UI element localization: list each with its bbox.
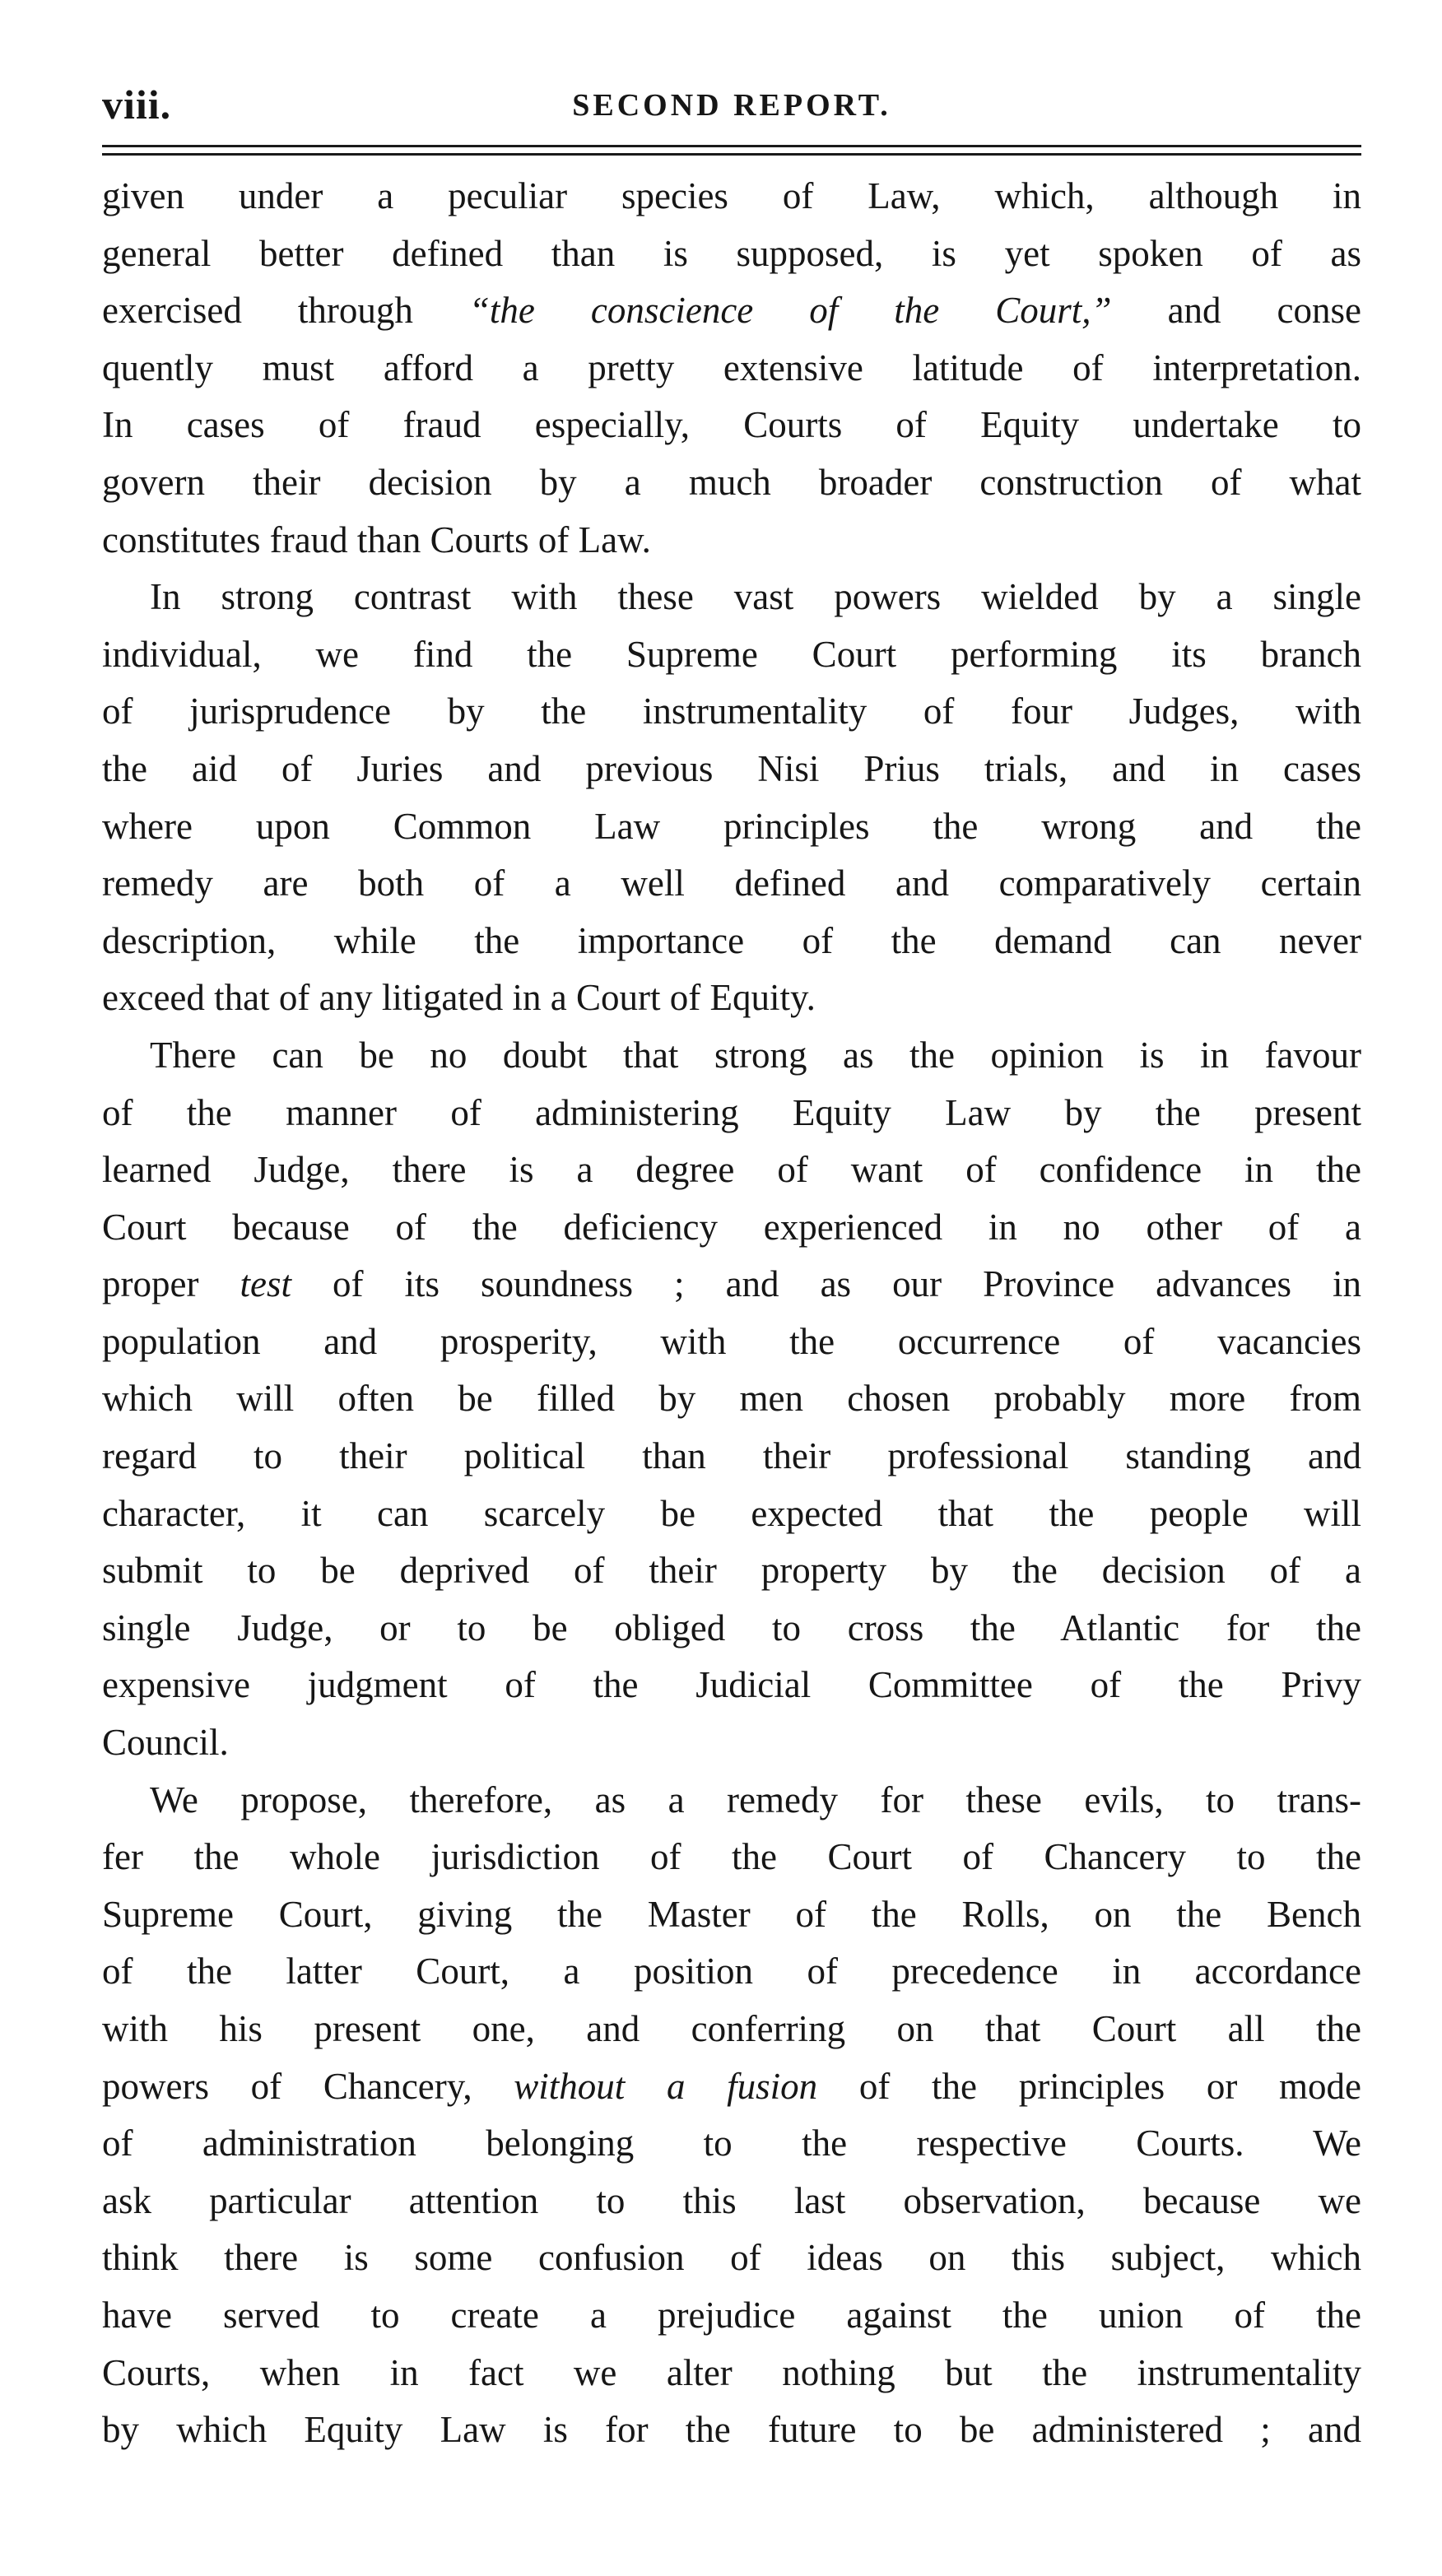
paragraph [102,569,1361,1027]
page-number: viii. [102,81,172,128]
text-run: proper [102,1263,240,1305]
header-rule-top [102,145,1361,147]
text-run: of the latter Court, a position of precedence in accordance [102,1951,1361,1992]
text-line [102,1600,1361,1658]
text-line [102,1428,1361,1486]
paragraph [102,168,1361,569]
text-line [102,969,1361,1027]
text-run: Council. [102,1722,229,1764]
italic-text: without a fusion [514,2065,818,2107]
text-line [102,1027,1361,1085]
text-run: constitutes fraud than Courts of Law. [102,518,651,560]
text-line [102,1542,1361,1600]
text-run: exercised through [102,290,469,332]
text-run: given under a peculiar species of Law, which, although in [102,175,1361,216]
text-line [102,913,1361,970]
text-run: powers of Chancery, [102,2065,514,2107]
text-run: remedy are both of a well defined and comparatively certain [102,863,1361,904]
text-line [102,2058,1361,2116]
text-run: Courts, when in fact we alter nothing but the instrumentality [102,2351,1361,2393]
text-run: and conse [1111,290,1361,332]
text-run: of the principles or mode [817,2065,1361,2107]
text-run: which will often be filled by men chosen probably more from [102,1378,1361,1420]
text-line [102,1943,1361,2001]
text-line [102,1370,1361,1428]
text-line [102,569,1361,626]
text-run: submit to be deprived of their property by the decision of a [102,1550,1361,1592]
text-line [102,855,1361,913]
text-run: the aid of Juries and previous Nisi Prius trials, and in cases [102,747,1361,789]
text-run: general better defined than is supposed, is yet spoken of as [102,232,1361,274]
text-line [102,683,1361,741]
text-line [102,1829,1361,1886]
text-line [102,454,1361,512]
text-line [102,1142,1361,1199]
text-run: In strong contrast with these vast powers wielded by a single [150,576,1361,618]
text-line [102,741,1361,798]
header-rule-bottom [102,153,1361,156]
text-line [102,2402,1361,2459]
text-run: individual, we find the Supreme Court performing its branch [102,633,1361,675]
text-run: have served to create a prejudice against the union of the [102,2294,1361,2336]
text-run: fer the whole jurisdiction of the Court of Chancery to the [102,1836,1361,1878]
italic-text: test [240,1263,291,1305]
text-run: single Judge, or to be obliged to cross the Atlantic for the [102,1607,1361,1648]
italic-text: “the conscience of the Court,” [468,290,1112,332]
text-line [102,1314,1361,1371]
text-run: character, it can scarcely be expected that the people will [102,1492,1361,1534]
text-line [102,226,1361,283]
text-line [102,512,1361,570]
text-run: quently must afford a pretty extensive latitude of interpretation. [102,346,1361,388]
text-line [102,282,1361,340]
text-line [102,1657,1361,1714]
body-text [102,168,1361,2459]
text-line [102,2173,1361,2230]
text-run: There can be no doubt that strong as the opinion is in favour [150,1034,1361,1076]
text-line [102,2345,1361,2402]
text-line [102,1256,1361,1314]
text-run: population and prosperity, with the occurrence of vacancies [102,1320,1361,1362]
paragraph [102,1772,1361,2459]
text-run: regard to their political than their professional standing and [102,1435,1361,1477]
text-run: of jurisprudence by the instrumentality of four Judges, with [102,690,1361,732]
text-line [102,340,1361,398]
running-title: SECOND REPORT. [572,88,891,123]
text-run: ask particular attention to this last observation, because we [102,2179,1361,2221]
text-line [102,2115,1361,2173]
text-run: of administration belonging to the respective Courts. We [102,2123,1361,2164]
text-line [102,626,1361,684]
text-run: exceed that of any litigated in a Court of Equity. [102,977,816,1019]
text-line [102,2287,1361,2345]
text-line [102,1199,1361,1257]
text-run: think there is some confusion of ideas on this subject, which [102,2237,1361,2279]
running-head [102,81,1361,130]
text-line [102,397,1361,454]
text-run: Court because of the deficiency experienced in no other of a [102,1206,1361,1248]
text-run: of its soundness ; and as our Province advances in [291,1263,1361,1305]
text-line [102,798,1361,856]
text-line [102,1486,1361,1543]
text-run: with his present one, and conferring on that Court all the [102,2008,1361,2049]
text-line [102,2230,1361,2287]
paragraph [102,1027,1361,1772]
text-line [102,1772,1361,1830]
text-run: Supreme Court, giving the Master of the Rolls, on the Bench [102,1893,1361,1935]
text-line [102,1085,1361,1142]
text-run: where upon Common Law principles the wrong and the [102,805,1361,847]
text-line [102,1714,1361,1772]
text-run: expensive judgment of the Judicial Committee of the Privy [102,1664,1361,1706]
text-run: of the manner of administering Equity Law by the present [102,1091,1361,1133]
text-run: We propose, therefore, as a remedy for these evils, to trans- [150,1779,1361,1820]
text-run: description, while the importance of the demand can never [102,919,1361,961]
text-run: govern their decision by a much broader construction of what [102,461,1361,503]
text-line [102,168,1361,226]
text-run: by which Equity Law is for the future to be administered ; and [102,2409,1361,2451]
text-line [102,2001,1361,2058]
text-line [102,1886,1361,1944]
text-run: learned Judge, there is a degree of want of confidence in the [102,1149,1361,1191]
text-run: In cases of fraud especially, Courts of Equity undertake to [102,404,1361,446]
